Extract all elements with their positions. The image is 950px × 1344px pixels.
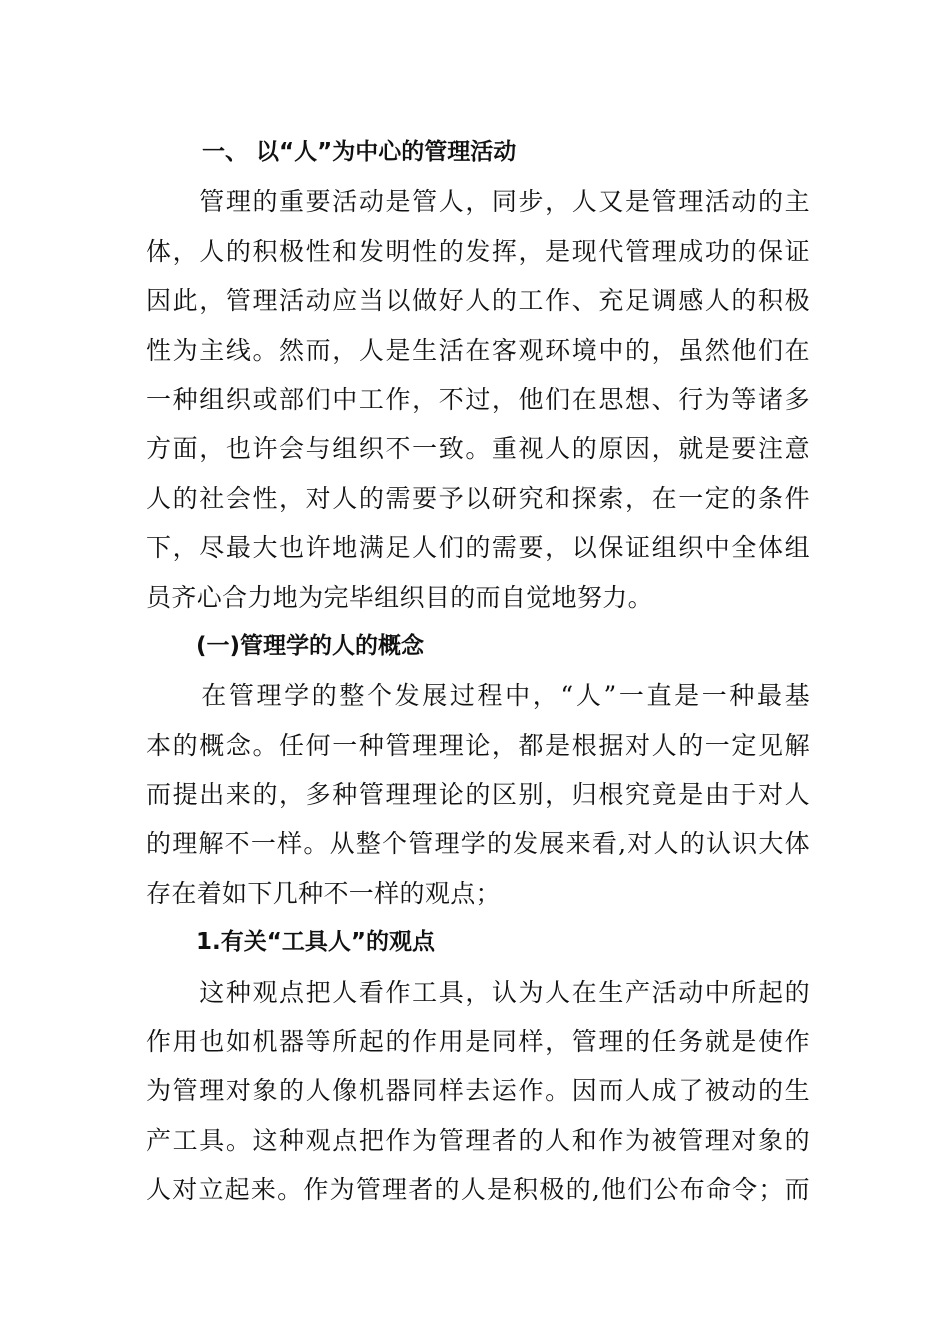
paragraph-1 bbox=[146, 177, 810, 622]
text-line: 存在着如下几种不一样的观点； bbox=[146, 878, 501, 908]
document-page bbox=[146, 128, 810, 1215]
text-line: 在管理学的整个发展过程中，“人”一直是一种最基 bbox=[146, 681, 810, 711]
section-heading: 一、 以“人”为中心的管理活动 bbox=[202, 139, 517, 165]
subsection-heading: (一)管理学的人的概念 bbox=[196, 632, 425, 659]
text-line: 而提出来的，多种管理理论的区别，归根究竟是由于对人 bbox=[146, 780, 810, 810]
text-line: 作用也如机器等所起的作用是同样，管理的任务就是使作 bbox=[146, 1027, 810, 1057]
text-line: 的理解不一样。从整个管理学的发展来看,对人的认识大体 bbox=[146, 829, 810, 859]
paragraph-2 bbox=[146, 671, 810, 918]
text-line: 人对立起来。作为管理者的人是积极的,他们公布命令；而 bbox=[146, 1175, 810, 1205]
text-line: 下，尽最大也许地满足人们的需要，以保证组织中全体组 bbox=[146, 533, 810, 563]
text-line: 员齐心合力地为完毕组织目的而自觉地努力。 bbox=[146, 582, 654, 612]
text-line: 体，人的积极性和发明性的发挥，是现代管理成功的保证 bbox=[146, 236, 810, 266]
text-line: 因此，管理活动应当以做好人的工作、充足调感人的积极 bbox=[146, 286, 810, 316]
text-line: 这种观点把人看作工具，认为人在生产活动中所起的 bbox=[146, 977, 810, 1007]
text-line: 一种组织或部们中工作，不过，他们在思想、行为等诸多 bbox=[146, 384, 810, 414]
paragraph-3 bbox=[146, 968, 810, 1215]
text-line: 性为主线。然而，人是生活在客观环境中的，虽然他们在 bbox=[146, 335, 810, 365]
text-line: 管理的重要活动是管人，同步，人又是管理活动的主 bbox=[146, 187, 810, 217]
text-line: 本的概念。任何一种管理理论，都是根据对人的一定见解 bbox=[146, 730, 810, 760]
subsection-heading: 1.有关“工具人”的观点 bbox=[196, 929, 435, 956]
text-line: 人的社会性，对人的需要予以研究和探索，在一定的条件 bbox=[146, 483, 810, 513]
text-line: 为管理对象的人像机器同样去运作。因而人成了被动的生 bbox=[146, 1076, 810, 1106]
text-line: 方面，也许会与组织不一致。重视人的原因，就是要注意 bbox=[146, 434, 810, 464]
text-line: 产工具。这种观点把作为管理者的人和作为被管理对象的 bbox=[146, 1125, 810, 1155]
